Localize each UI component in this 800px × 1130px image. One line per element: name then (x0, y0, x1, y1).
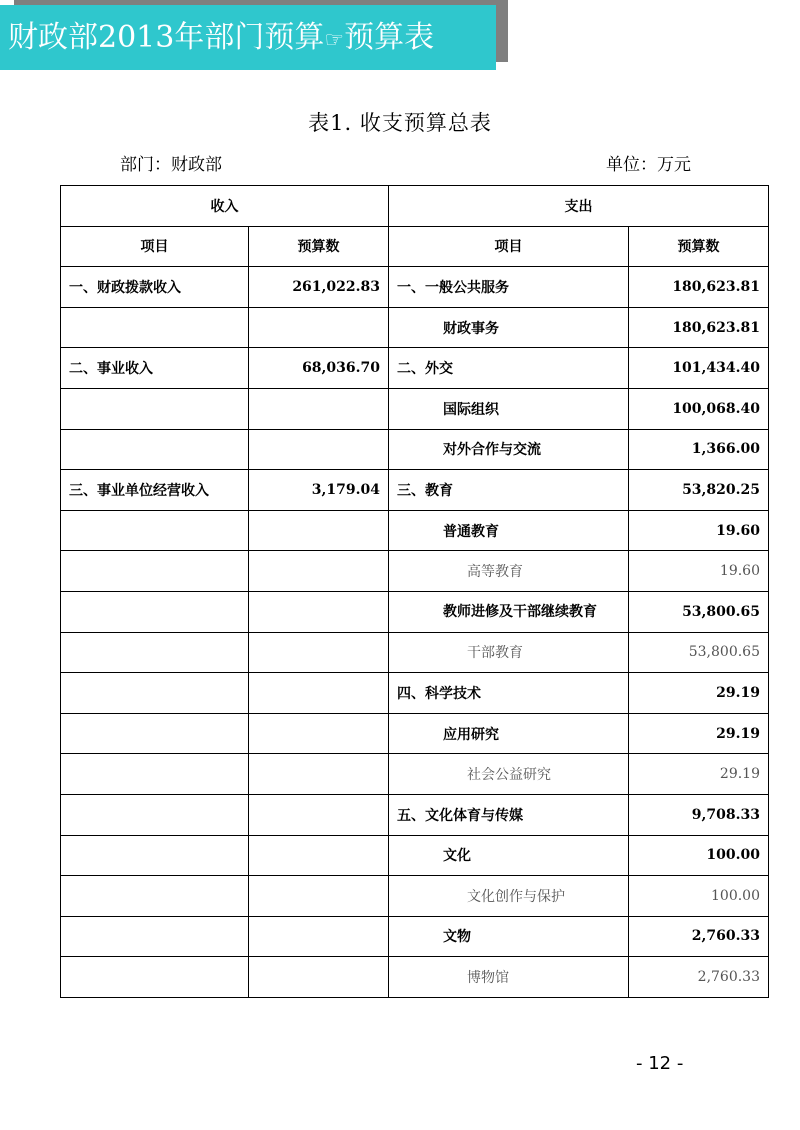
column-header-row (61, 226, 769, 267)
income-amount-cell (249, 713, 389, 754)
expense-item-cell: 文化 (389, 835, 629, 876)
table-row (61, 713, 769, 754)
income-amount-cell (249, 794, 389, 835)
banner-suffix: 预算表 (344, 20, 435, 55)
expense-amount-cell: 53,800.65 (629, 632, 769, 673)
expense-item-cell: 国际组织 (389, 388, 629, 429)
page-number: - 12 - (636, 1053, 684, 1074)
expense-amount-cell: 53,820.25 (629, 470, 769, 511)
expense-amount-cell: 19.60 (629, 510, 769, 551)
expense-item-cell: 教师进修及干部继续教育 (389, 591, 629, 632)
expense-amount-cell: 100.00 (629, 835, 769, 876)
expense-item-cell: 四、科学技术 (389, 673, 629, 714)
expense-item-cell: 普通教育 (389, 510, 629, 551)
expense-item-cell: 应用研究 (389, 713, 629, 754)
income-item-cell: 二、事业收入 (61, 348, 249, 389)
income-item-cell (61, 673, 249, 714)
expense-item-cell: 财政事务 (389, 307, 629, 348)
income-header: 收入 (61, 186, 389, 227)
table-row (61, 794, 769, 835)
unit-label: 单位：万元 (606, 155, 691, 175)
table-row (61, 876, 769, 917)
income-amount-cell: 68,036.70 (249, 348, 389, 389)
income-amount-cell (249, 307, 389, 348)
department-label: 部门：财政部 (120, 155, 222, 175)
table-row (61, 551, 769, 592)
income-amount-cell: 3,179.04 (249, 470, 389, 511)
table-row (61, 835, 769, 876)
expense-amount-cell: 53,800.65 (629, 591, 769, 632)
income-amount-cell (249, 835, 389, 876)
table-row (61, 591, 769, 632)
expense-header: 支出 (389, 186, 769, 227)
income-amount-cell (249, 673, 389, 714)
expense-amount-cell: 180,623.81 (629, 267, 769, 308)
expense-item-cell: 五、文化体育与传媒 (389, 794, 629, 835)
income-item-header: 项目 (61, 226, 249, 267)
income-item-cell: 一、财政拨款收入 (61, 267, 249, 308)
income-item-cell (61, 794, 249, 835)
income-item-cell (61, 591, 249, 632)
expense-item-cell: 博物馆 (389, 957, 629, 998)
expense-amount-cell: 29.19 (629, 673, 769, 714)
section-header-row (61, 186, 769, 227)
table-row (61, 348, 769, 389)
expense-item-cell: 社会公益研究 (389, 754, 629, 795)
expense-item-cell: 干部教育 (389, 632, 629, 673)
header-banner (0, 5, 496, 70)
expense-item-cell: 二、外交 (389, 348, 629, 389)
budget-table (60, 185, 769, 998)
expense-amount-cell: 100,068.40 (629, 388, 769, 429)
expense-amount-cell: 29.19 (629, 754, 769, 795)
income-item-cell (61, 429, 249, 470)
table-row (61, 916, 769, 957)
expense-item-cell: 一、一般公共服务 (389, 267, 629, 308)
table-row (61, 307, 769, 348)
expense-amount-cell: 180,623.81 (629, 307, 769, 348)
income-amount-cell (249, 388, 389, 429)
table-row (61, 754, 769, 795)
income-item-cell (61, 957, 249, 998)
expense-amount-cell: 19.60 (629, 551, 769, 592)
income-amount-cell (249, 916, 389, 957)
expense-item-cell: 高等教育 (389, 551, 629, 592)
expense-amount-cell: 9,708.33 (629, 794, 769, 835)
income-amount-header: 预算数 (249, 226, 389, 267)
income-amount-cell (249, 429, 389, 470)
income-item-cell: 三、事业单位经营收入 (61, 470, 249, 511)
income-item-cell (61, 876, 249, 917)
expense-item-cell: 文化创作与保护 (389, 876, 629, 917)
income-amount-cell (249, 754, 389, 795)
expense-amount-cell: 100.00 (629, 876, 769, 917)
income-item-cell (61, 754, 249, 795)
table-row (61, 632, 769, 673)
income-item-cell (61, 916, 249, 957)
income-amount-cell: 261,022.83 (249, 267, 389, 308)
expense-amount-cell: 2,760.33 (629, 916, 769, 957)
income-amount-cell (249, 632, 389, 673)
expense-amount-header: 预算数 (629, 226, 769, 267)
income-amount-cell (249, 957, 389, 998)
table-row (61, 388, 769, 429)
income-amount-cell (249, 591, 389, 632)
income-item-cell (61, 307, 249, 348)
income-item-cell (61, 713, 249, 754)
income-amount-cell (249, 551, 389, 592)
table-row (61, 267, 769, 308)
income-item-cell (61, 551, 249, 592)
income-item-cell (61, 632, 249, 673)
expense-amount-cell: 101,434.40 (629, 348, 769, 389)
expense-item-cell: 三、教育 (389, 470, 629, 511)
income-item-cell (61, 835, 249, 876)
table-row (61, 673, 769, 714)
expense-amount-cell: 29.19 (629, 713, 769, 754)
pointing-hand-icon: ☞ (324, 28, 345, 53)
income-amount-cell (249, 876, 389, 917)
expense-amount-cell: 2,760.33 (629, 957, 769, 998)
table-title: 表1. 收支预算总表 (308, 111, 492, 135)
table-row (61, 510, 769, 551)
income-amount-cell (249, 510, 389, 551)
table-row (61, 429, 769, 470)
table-row (61, 957, 769, 998)
expense-item-header: 项目 (389, 226, 629, 267)
banner-title: 财政部2013年部门预算 (8, 20, 325, 55)
income-item-cell (61, 388, 249, 429)
expense-item-cell: 对外合作与交流 (389, 429, 629, 470)
expense-item-cell: 文物 (389, 916, 629, 957)
expense-amount-cell: 1,366.00 (629, 429, 769, 470)
income-item-cell (61, 510, 249, 551)
table-row (61, 470, 769, 511)
